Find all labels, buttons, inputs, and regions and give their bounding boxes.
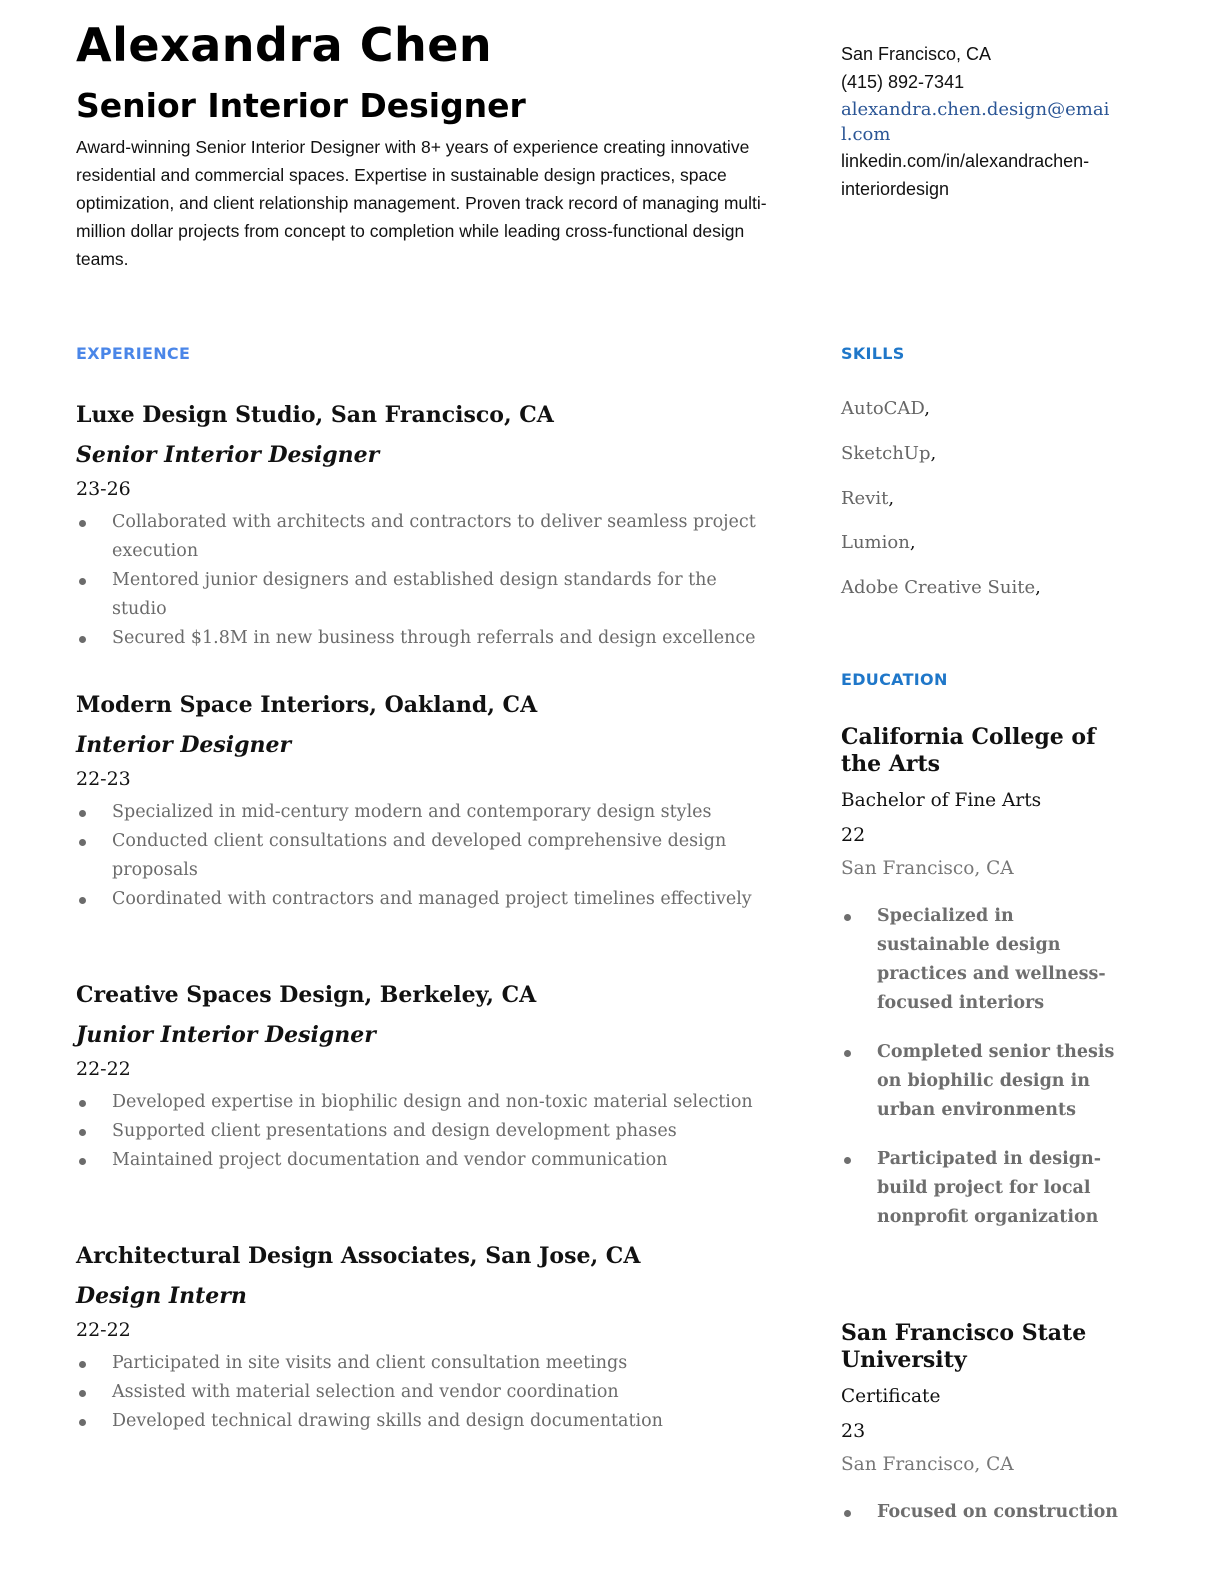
professional-summary: Award-winning Senior Interior Designer with 8+ years of experience creating innovative residential and commercial spaces. Expertise in sustainable design practices, space optimization, and client relationship management. Proven track record of managing multi-million dollar projects from concept to completion while leading cross-functional design teams. — [76, 137, 767, 269]
contact-phone: (415) 892-7341 — [841, 71, 965, 92]
skill-item — [841, 439, 1141, 469]
bullet-icon — [844, 1157, 851, 1164]
education-bullet — [841, 1498, 1121, 1527]
job-dates: 22-23 — [76, 768, 131, 790]
education-location: San Francisco, CA — [841, 858, 1014, 879]
job-bullet — [76, 1117, 776, 1146]
contact-email-link[interactable]: alexandra.chen.design@email.com — [841, 99, 1110, 145]
job-company: Creative Spaces Design, Berkeley, CA — [76, 982, 537, 1008]
experience-entry — [76, 1239, 776, 1436]
education-bullets — [841, 1498, 1121, 1527]
candidate-headline: Senior Interior Designer — [76, 86, 526, 125]
job-dates: 23-26 — [76, 478, 131, 500]
education-bullet — [841, 1038, 1121, 1125]
job-bullet — [76, 566, 776, 624]
job-bullet-text: Conducted client consultations and developed comprehensive design proposals — [112, 831, 727, 880]
skill-name: AutoCAD — [841, 398, 925, 419]
job-title: Junior Interior Designer — [76, 1022, 376, 1048]
job-bullet — [76, 508, 776, 566]
job-title: Senior Interior Designer — [76, 442, 380, 468]
job-bullets — [76, 798, 776, 914]
experience-entry — [76, 978, 776, 1239]
experience-entry — [76, 688, 776, 978]
job-bullet-text: Developed technical drawing skills and design documentation — [112, 1411, 663, 1431]
bullet-icon — [79, 578, 86, 585]
job-bullet-text: Developed expertise in biophilic design and non-toxic material selection — [112, 1092, 753, 1112]
candidate-name: Alexandra Chen — [76, 18, 493, 72]
education-bullet-text: Participated in design-build project for local nonprofit organization — [877, 1149, 1101, 1227]
job-bullet — [76, 624, 776, 653]
job-dates: 22-22 — [76, 1058, 131, 1080]
job-title: Design Intern — [76, 1283, 247, 1309]
job-bullets — [76, 1349, 776, 1436]
bullet-icon — [79, 810, 86, 817]
skill-separator: , — [1035, 577, 1041, 599]
skill-item — [841, 484, 1141, 514]
education-bullet — [841, 902, 1121, 1018]
bullet-icon — [79, 520, 86, 527]
education-year: 23 — [841, 1420, 866, 1442]
education-location: San Francisco, CA — [841, 1454, 1014, 1475]
job-bullet-text: Specialized in mid-century modern and contemporary design styles — [112, 802, 712, 822]
skill-item — [841, 528, 1141, 558]
skill-name: Adobe Creative Suite — [841, 577, 1036, 599]
education-bullet-text: Focused on construction — [877, 1502, 1119, 1522]
education-school: California College of the Arts — [841, 724, 1096, 777]
bullet-icon — [79, 1129, 86, 1136]
job-bullet — [76, 798, 776, 827]
job-bullet-text: Supported client presentations and design development phases — [112, 1121, 677, 1141]
skill-item — [841, 573, 1141, 603]
job-company: Modern Space Interiors, Oakland, CA — [76, 692, 538, 718]
skill-separator: , — [909, 532, 916, 554]
job-bullet-text: Mentored junior designers and established design standards for the studio — [112, 570, 717, 619]
contact-linkedin: linkedin.com/in/alexandrachen-interiordesign — [841, 151, 1090, 199]
job-bullet — [76, 827, 776, 885]
education-heading: EDUCATION — [841, 670, 948, 689]
job-bullet-text: Maintained project documentation and vendor communication — [112, 1150, 668, 1170]
job-bullet-text: Assisted with material selection and vendor coordination — [112, 1382, 619, 1402]
bullet-icon — [79, 636, 86, 643]
job-bullet — [76, 1146, 776, 1175]
contact-location: San Francisco, CA — [841, 44, 992, 64]
skills-list — [841, 394, 1141, 618]
bullet-icon — [844, 914, 851, 921]
job-bullets — [76, 1088, 776, 1175]
job-bullets — [76, 508, 776, 653]
bullet-icon — [79, 1419, 86, 1426]
skills-heading: SKILLS — [841, 344, 905, 363]
job-bullet — [76, 1407, 776, 1436]
job-bullet-text: Coordinated with contractors and managed project timelines effectively — [112, 889, 752, 909]
skill-separator: , — [924, 398, 930, 419]
bullet-icon — [79, 839, 86, 846]
contact-info — [841, 41, 1116, 203]
education-bullet — [841, 1145, 1121, 1232]
education-school: San Francisco State University — [841, 1320, 1087, 1373]
job-title: Interior Designer — [76, 732, 292, 758]
bullet-icon — [79, 1158, 86, 1165]
bullet-icon — [79, 897, 86, 904]
experience-entry — [76, 398, 776, 688]
job-bullet — [76, 885, 776, 914]
job-bullet — [76, 1088, 776, 1117]
job-company: Luxe Design Studio, San Francisco, CA — [76, 402, 554, 428]
education-bullet-text: Specialized in sustainable design practices and wellness-focused interiors — [877, 906, 1106, 1013]
bullet-icon — [79, 1390, 86, 1397]
job-bullet — [76, 1378, 776, 1407]
bullet-icon — [79, 1100, 86, 1107]
skill-name: Revit — [841, 487, 889, 509]
bullet-icon — [844, 1510, 851, 1517]
job-company: Architectural Design Associates, San Jose, CA — [76, 1243, 641, 1269]
job-bullet — [76, 1349, 776, 1378]
skill-separator: , — [888, 487, 895, 509]
experience-list — [76, 398, 776, 1436]
education-bullet-text: Completed senior thesis on biophilic design in urban environments — [877, 1042, 1115, 1120]
job-bullet-text: Collaborated with architects and contractors to deliver seamless project execution — [112, 512, 756, 561]
education-year: 22 — [841, 824, 866, 846]
bullet-icon — [79, 1361, 86, 1368]
education-degree: Bachelor of Fine Arts — [841, 790, 1042, 811]
job-bullet-text: Secured $1.8M in new business through referrals and design excellence — [112, 628, 756, 648]
education-bullets — [841, 902, 1121, 1232]
skill-name: Lumion — [841, 532, 910, 554]
job-dates: 22-22 — [76, 1319, 131, 1341]
skill-name: SketchUp — [841, 442, 931, 464]
education-degree: Certificate — [841, 1386, 941, 1407]
education-entry — [841, 1320, 1121, 1547]
job-bullet-text: Participated in site visits and client consultation meetings — [112, 1353, 628, 1373]
skill-separator: , — [930, 442, 937, 464]
education-entry — [841, 724, 1121, 1252]
skill-item — [841, 394, 1141, 424]
experience-heading: EXPERIENCE — [76, 344, 191, 363]
bullet-icon — [844, 1050, 851, 1057]
